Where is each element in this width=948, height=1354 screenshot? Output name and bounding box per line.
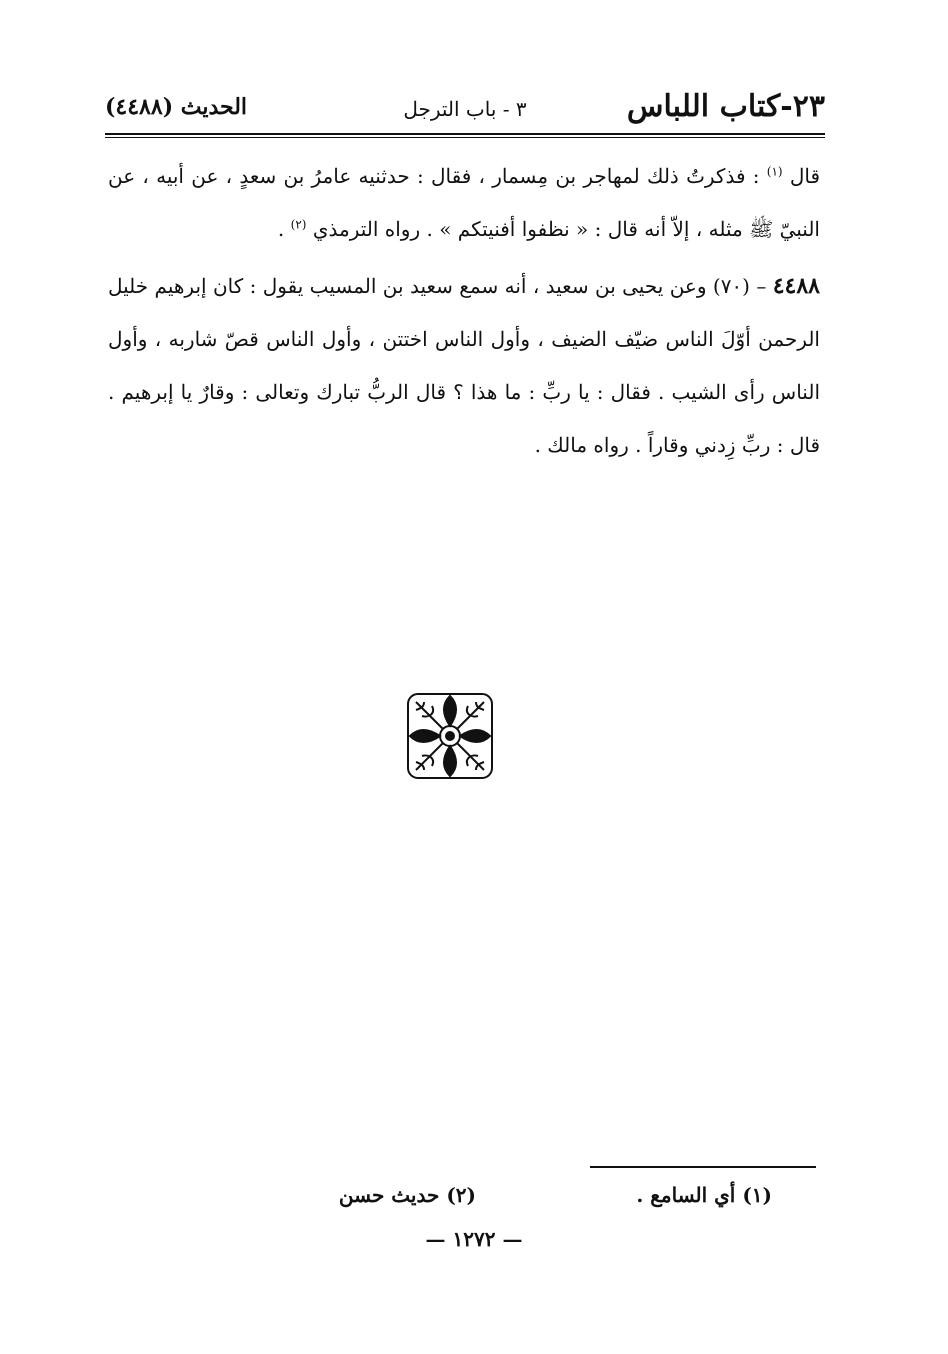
paragraph-2 xyxy=(108,260,820,472)
footnote-divider xyxy=(590,1166,816,1168)
hadith-number: ٤٤٨٨ xyxy=(772,273,820,299)
paragraph-1-text: : فذكرتُ ذلك لمهاجر بن مِسمار ، فقال : حدثنيه عامرُ بن سعدٍ ، عن أبيه ، عن النبيّ ﷺ مثله ، إلاّ أنه قال : « نظفوا أفنيتكم » . رواه الترمذي xyxy=(108,164,820,241)
main-text xyxy=(108,150,820,472)
footnote-1: (١) أي السامع . xyxy=(636,1183,772,1207)
page-header xyxy=(105,88,825,130)
paragraph-2-text: – (٧٠) وعن يحيى بن سعيد ، أنه سمع سعيد بن المسيب يقول : كان إبرهيم خليل الرحمن أوّلَ الناس ضيّف الضيف ، وأول الناس اختتن ، وأول الناس قصّ شاربه ، وأول الناس رأى الشيب . فقال : يا ربِّ : ما هذا ؟ قال الربُّ تبارك وتعالى : وقارٌ يا إبرهيم . قال : ربِّ زِدني وقاراً . رواه مالك . xyxy=(108,274,820,457)
chapter-title: ٣ - باب الترجل xyxy=(403,97,527,121)
hadith-reference: الحديث (٤٤٨٨) xyxy=(105,94,248,120)
page-number: — ١٢٧٢ — xyxy=(425,1227,523,1251)
footnote-ref-1: (١) xyxy=(766,164,783,179)
paragraph-1-prefix: قال xyxy=(789,164,821,188)
paragraph-1 xyxy=(108,150,820,256)
footnote-ref-2: (٢) xyxy=(290,217,307,232)
header-divider xyxy=(105,133,825,138)
paragraph-1-end: . xyxy=(277,217,285,241)
book-title: ٢٣-كتاب اللباس xyxy=(626,89,825,124)
footnote-2: (٢) حديث حسن xyxy=(338,1183,476,1207)
floral-ornament-icon xyxy=(402,688,498,784)
